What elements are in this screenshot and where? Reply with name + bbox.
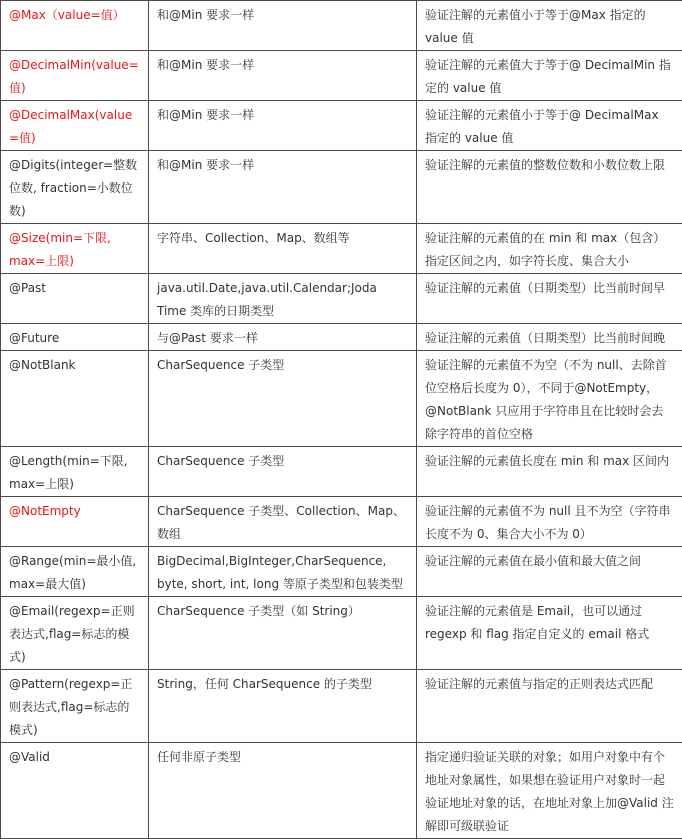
table-row bbox=[1, 51, 682, 101]
types-cell: BigDecimal,BigInteger,CharSequence, byte, short, int, long 等原子类型和包装类型 bbox=[149, 547, 417, 597]
description-cell: 验证注解的元素值小于等于@Max 指定的 value 值 bbox=[417, 1, 682, 51]
annotation-cell: @Future bbox=[1, 324, 149, 351]
annotation-cell: @NotEmpty bbox=[1, 497, 149, 547]
annotation-cell: @DecimalMax(value=值) bbox=[1, 101, 149, 151]
description-cell: 验证注解的元素值不为 null 且不为空（字符串长度不为 0、集合大小不为 0） bbox=[417, 497, 682, 547]
table-row bbox=[1, 224, 682, 274]
types-cell: 和@Min 要求一样 bbox=[149, 51, 417, 101]
annotation-cell: @NotBlank bbox=[1, 351, 149, 447]
types-cell: 任何非原子类型 bbox=[149, 743, 417, 839]
description-cell: 验证注解的元素值（日期类型）比当前时间早 bbox=[417, 274, 682, 324]
types-cell: CharSequence 子类型、Collection、Map、数组 bbox=[149, 497, 417, 547]
description-cell: 验证注解的元素值不为空（不为 null、去除首位空格后长度为 0），不同于@NotEmpty，@NotBlank 只应用于字符串且在比较时会去除字符串的首位空格 bbox=[417, 351, 682, 447]
types-cell: 字符串、Collection、Map、数组等 bbox=[149, 224, 417, 274]
types-cell: CharSequence 子类型 bbox=[149, 447, 417, 497]
annotation-cell: @Length(min=下限, max=上限) bbox=[1, 447, 149, 497]
types-cell: String，任何 CharSequence 的子类型 bbox=[149, 670, 417, 743]
table-row bbox=[1, 547, 682, 597]
types-cell: 与@Past 要求一样 bbox=[149, 324, 417, 351]
table-row bbox=[1, 101, 682, 151]
types-cell: CharSequence 子类型 bbox=[149, 351, 417, 447]
types-cell: CharSequence 子类型（如 String） bbox=[149, 597, 417, 670]
annotation-cell: @DecimalMin(value=值) bbox=[1, 51, 149, 101]
description-cell: 验证注解的元素值的在 min 和 max（包含）指定区间之内，如字符长度、集合大小 bbox=[417, 224, 682, 274]
annotation-cell: @Digits(integer=整数位数, fraction=小数位数) bbox=[1, 151, 149, 224]
table-row bbox=[1, 497, 682, 547]
annotation-cell: @Email(regexp=正则表达式,flag=标志的模式) bbox=[1, 597, 149, 670]
annotation-cell: @Range(min=最小值, max=最大值) bbox=[1, 547, 149, 597]
table-row bbox=[1, 597, 682, 670]
table-row bbox=[1, 351, 682, 447]
annotation-cell: @Pattern(regexp=正则表达式,flag=标志的模式) bbox=[1, 670, 149, 743]
description-cell: 验证注解的元素值长度在 min 和 max 区间内 bbox=[417, 447, 682, 497]
description-cell: 验证注解的元素值小于等于@ DecimalMax 指定的 value 值 bbox=[417, 101, 682, 151]
types-cell: 和@Min 要求一样 bbox=[149, 1, 417, 51]
table-row bbox=[1, 1, 682, 51]
table-row bbox=[1, 743, 682, 839]
types-cell: 和@Min 要求一样 bbox=[149, 101, 417, 151]
description-cell: 验证注解的元素值在最小值和最大值之间 bbox=[417, 547, 682, 597]
description-cell: 验证注解的元素值是 Email，也可以通过 regexp 和 flag 指定自定义的 email 格式 bbox=[417, 597, 682, 670]
table-row bbox=[1, 274, 682, 324]
description-cell: 验证注解的元素值（日期类型）比当前时间晚 bbox=[417, 324, 682, 351]
description-cell: 验证注解的元素值大于等于@ DecimalMin 指定的 value 值 bbox=[417, 51, 682, 101]
annotation-cell: @Size(min=下限, max=上限) bbox=[1, 224, 149, 274]
table-row bbox=[1, 670, 682, 743]
types-cell: 和@Min 要求一样 bbox=[149, 151, 417, 224]
description-cell: 验证注解的元素值的整数位数和小数位数上限 bbox=[417, 151, 682, 224]
types-cell: java.util.Date,java.util.Calendar;Joda Time 类库的日期类型 bbox=[149, 274, 417, 324]
description-cell: 验证注解的元素值与指定的正则表达式匹配 bbox=[417, 670, 682, 743]
annotation-cell: @Past bbox=[1, 274, 149, 324]
table-row bbox=[1, 151, 682, 224]
annotation-cell: @Max（value=值） bbox=[1, 1, 149, 51]
table-row bbox=[1, 447, 682, 497]
annotation-cell: @Valid bbox=[1, 743, 149, 839]
description-cell: 指定递归验证关联的对象；如用户对象中有个地址对象属性，如果想在验证用户对象时一起验证地址对象的话，在地址对象上加@Valid 注解即可级联验证 bbox=[417, 743, 682, 839]
table-row bbox=[1, 324, 682, 351]
